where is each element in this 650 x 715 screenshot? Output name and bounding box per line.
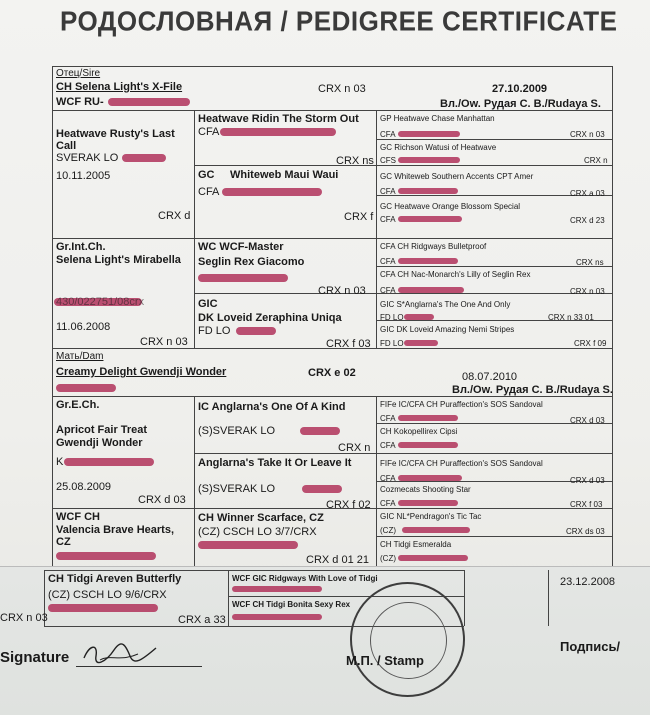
rule — [44, 570, 464, 571]
dam-parent2-name: Valencia Brave Hearts, CZ — [56, 524, 175, 548]
dam-dob: 08.07.2010 — [462, 371, 518, 383]
redaction-mark — [398, 500, 458, 506]
signature-line — [76, 666, 202, 667]
sire-gp2-reg: CFA — [198, 186, 220, 198]
dam-name: Creamy Delight Gwendji Wonder — [56, 366, 227, 378]
lower-left-fragment: CRX n 03 — [0, 612, 48, 624]
rule — [52, 66, 612, 67]
rule — [376, 139, 612, 140]
sire-gp4-color: CRX f 03 — [326, 338, 371, 350]
sire-gp1-name: Heatwave Ridin The Storm Out — [198, 113, 359, 125]
rule — [194, 396, 195, 566]
dam-ggp6-name: CH Tidgi Esmeralda — [380, 540, 452, 549]
dam-section-label: Мать/Dam — [56, 351, 104, 362]
dam-ggp1-reg: CFA — [380, 414, 396, 423]
redaction-mark — [56, 384, 116, 392]
sire-parent1-reg: SVERAK LO — [56, 152, 119, 164]
dam-ggp3-color: CRX d 03 — [570, 476, 605, 485]
rule — [52, 396, 612, 397]
lower-parent2-name: WCF CH Tidgi Bonita Sexy Rex — [232, 600, 351, 609]
rule — [228, 570, 229, 626]
sire-owner: Вл./Ow. Рудая С. В./Rudaya S. — [440, 98, 601, 110]
sire-ggp5-name: CFA CH Ridgways Bulletproof — [380, 242, 487, 251]
sire-section-label: Отец/Sire — [56, 68, 101, 79]
sire-ggp1-name: GP Heatwave Chase Manhattan — [380, 114, 495, 123]
sire-ggp1-reg: CFA — [380, 130, 396, 139]
dam-ggp3-reg: CFA — [380, 474, 396, 483]
official-stamp — [350, 582, 465, 697]
redaction-mark — [222, 188, 322, 196]
sire-parent2-reg: 430/022751/08crx — [56, 296, 145, 308]
sire-ggp4-color: CRX d 23 — [570, 216, 605, 225]
redaction-mark — [300, 427, 340, 435]
rule — [548, 570, 549, 626]
sire-gp3-color: CRX n 03 — [318, 285, 366, 297]
redaction-mark — [302, 485, 342, 493]
redaction-mark — [198, 541, 298, 549]
redaction-mark — [398, 188, 458, 194]
sire-gp1-reg: CFA — [198, 126, 220, 138]
rule — [52, 66, 53, 566]
lower-cat-reg: (CZ) CSCH LO 9/6/CRX — [48, 589, 167, 601]
sire-ggp6-name: CFA CH Nac-Monarch's Lilly of Seglin Rex — [380, 270, 531, 279]
sire-ggp8-name: GIC DK Loveid Amazing Nemi Stripes — [380, 325, 515, 334]
dam-gp3-color: CRX d 01 21 — [306, 554, 369, 566]
sire-ggp7-name: GIC S*Anglarna's The One And Only — [380, 300, 511, 309]
redaction-mark — [398, 157, 460, 163]
redaction-mark — [402, 527, 470, 533]
dam-ggp2-name: CH Kokopellirex Cipsi — [380, 427, 458, 436]
redaction-mark — [220, 128, 336, 136]
sire-ggp4-reg: CFA — [380, 215, 396, 224]
redaction-mark — [56, 552, 156, 560]
sire-parent1-name: Heatwave Rusty's Last Call — [56, 128, 175, 152]
sire-gp4-name: DK Loveid Zeraphina Uniqa — [198, 312, 342, 324]
dam-ggp1-color: CRX d 03 — [570, 416, 605, 425]
dam-gp1-color: CRX n — [338, 442, 371, 454]
sire-gp1-color: CRX ns — [336, 155, 374, 167]
rule — [376, 396, 377, 566]
sire-parent1-dob: 10.11.2005 — [56, 170, 111, 182]
dam-parent1-color: CRX d 03 — [138, 494, 186, 506]
dam-color: CRX e 02 — [308, 367, 356, 379]
dam-gp2-name: Anglarna's Take It Or Leave It — [198, 457, 352, 469]
sire-reg: WCF RU- — [56, 96, 104, 108]
rule — [52, 238, 612, 239]
rule — [194, 453, 612, 454]
sire-ggp3-reg: CFA — [380, 187, 396, 196]
redaction-mark — [398, 287, 464, 293]
sire-parent2-color: CRX n 03 — [140, 336, 188, 348]
sire-dob: 27.10.2009 — [492, 83, 548, 95]
rule — [194, 165, 612, 166]
sire-ggp8-reg: FD LO — [380, 339, 404, 348]
sire-ggp5-color: CRX ns — [576, 258, 604, 267]
redaction-mark — [398, 131, 460, 137]
rule — [464, 570, 465, 626]
redaction-mark — [236, 327, 276, 335]
redaction-mark — [108, 98, 190, 106]
signature-label: Signature — [0, 649, 70, 666]
sire-ggp8-color: CRX f 09 — [574, 339, 607, 348]
dam-gp3-name: CH Winner Scarface, CZ — [198, 512, 324, 524]
dam-gp1-name: IC Anglarna's One Of A Kind — [198, 401, 346, 413]
sire-gp2-title: GC — [198, 169, 215, 181]
sire-parent2-title: Gr.Int.Ch. — [56, 241, 106, 253]
rule — [194, 110, 195, 348]
sire-ggp2-reg: CFS — [380, 156, 396, 165]
lower-date: 23.12.2008 — [560, 576, 616, 588]
dam-parent1-name: Apricot Fair Treat Gwendji Wonder — [56, 424, 148, 449]
sire-name: CH Selena Light's X-File — [56, 81, 183, 93]
sire-parent1-color: CRX d — [158, 210, 191, 222]
stamp-label: М.П. / Stamp — [346, 653, 424, 668]
dam-parent1-reg: K — [56, 456, 64, 468]
redaction-mark — [232, 614, 322, 620]
dam-parent1-title: Gr.E.Ch. — [56, 399, 100, 411]
lower-cat-name: CH Tidgi Areven Butterfly — [48, 573, 182, 585]
dam-ggp4-reg: CFA — [380, 499, 396, 508]
sire-ggp3-color: CRX a 03 — [570, 189, 605, 198]
redaction-mark — [232, 586, 322, 592]
lower-parent1-name: WCF GIC Ridgways With Love of Tidgi — [232, 574, 378, 583]
sire-gp2-color: CRX f — [344, 211, 374, 223]
dam-gp1-reg: (S)SVERAK LO — [198, 425, 276, 437]
dam-ggp1-name: FIFe IC/CFA CH Puraffection's SOS Sandoval — [380, 400, 543, 409]
dam-ggp6-reg: (CZ) — [380, 554, 396, 563]
sire-ggp7-reg: FD LO — [380, 313, 404, 322]
sire-ggp2-name: GC Richson Watusi of Heatwave — [380, 143, 497, 152]
dam-ggp2-reg: CFA — [380, 441, 396, 450]
lower-cat-color: CRX a 33 — [178, 614, 226, 626]
sire-ggp4-name: GC Heatwave Orange Blossom Special — [380, 202, 521, 211]
sire-gp4-title: GIC — [198, 298, 218, 310]
redaction-mark — [122, 154, 166, 162]
redaction-mark — [398, 442, 458, 448]
sire-color: CRX n 03 — [318, 83, 366, 95]
redaction-mark — [404, 314, 434, 320]
redaction-mark — [398, 216, 462, 222]
rule — [612, 66, 613, 566]
rule — [52, 110, 612, 111]
dam-ggp4-color: CRX f 03 — [570, 500, 603, 509]
rule — [376, 110, 377, 348]
sire-parent2-dob: 11.06.2008 — [56, 321, 111, 333]
redaction-mark — [398, 555, 468, 561]
dam-gp3-reg: (CZ) CSCH LO 3/7/CRX — [198, 526, 317, 538]
dam-ggp5-reg: (CZ) — [380, 526, 396, 535]
dam-ggp4-name: Cozmecats Shooting Star — [380, 485, 471, 494]
certificate-title: РОДОСЛОВНАЯ / PEDIGREE CERTIFICATE — [60, 5, 618, 37]
dam-ggp5-name: GIC NL*Pendragon's Tic Tac — [380, 512, 482, 521]
dam-owner: Вл./Ow. Рудая С. В./Rudaya S. — [452, 384, 613, 396]
sire-ggp7-color: CRX n 33 01 — [548, 313, 594, 322]
sire-ggp6-reg: CFA — [380, 286, 396, 295]
rule — [194, 293, 612, 294]
sire-gp4-reg: FD LO — [198, 325, 231, 337]
redaction-mark — [398, 415, 458, 421]
sign-label: Подпись/ — [560, 639, 621, 654]
redaction-mark — [198, 274, 288, 282]
sire-gp3-title: WC WCF-Master — [198, 241, 284, 253]
sire-ggp3-name: GC Whiteweb Southern Accents CPT Amer — [380, 172, 534, 181]
rule — [376, 536, 612, 537]
sire-ggp5-reg: CFA — [380, 257, 396, 266]
redaction-mark — [398, 475, 462, 481]
sire-parent2-name: Selena Light's Mirabella — [56, 254, 181, 266]
sire-ggp1-color: CRX n 03 — [570, 130, 605, 139]
redaction-mark — [64, 458, 154, 466]
sire-ggp2-color: CRX n — [584, 156, 608, 165]
redaction-mark — [48, 604, 158, 612]
sire-gp3-name: Seglin Rex Giacomo — [198, 256, 305, 268]
dam-ggp5-color: CRX ds 03 — [566, 527, 605, 536]
sire-ggp6-color: CRX n 03 — [570, 287, 605, 296]
redaction-mark — [404, 340, 438, 346]
dam-gp2-color: CRX f 02 — [326, 499, 371, 511]
sire-gp2-name: Whiteweb Maui Waui — [230, 169, 339, 181]
dam-parent1-dob: 25.08.2009 — [56, 481, 112, 493]
signature-scribble — [80, 640, 160, 666]
redaction-mark — [398, 258, 458, 264]
dam-gp2-reg: (S)SVERAK LO — [198, 483, 276, 495]
dam-parent2-title: WCF CH — [56, 511, 100, 523]
dam-ggp3-name: FIFe IC/CFA CH Puraffection's SOS Sandoval — [380, 459, 543, 468]
